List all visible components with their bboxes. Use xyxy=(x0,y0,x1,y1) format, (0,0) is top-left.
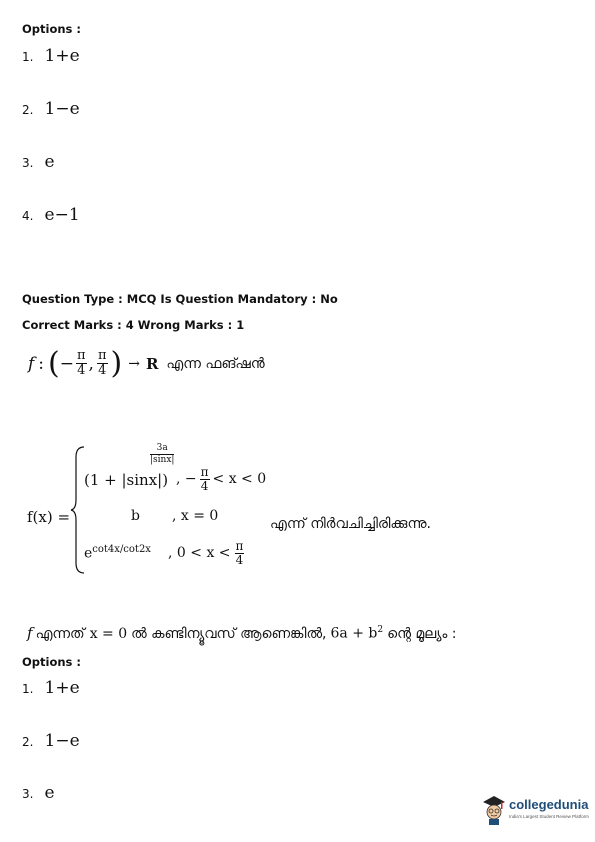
minus-sign: − xyxy=(59,353,74,374)
exponent-numerator: 3a xyxy=(150,444,174,455)
comma: , xyxy=(88,353,94,374)
case1-expression: (1 + |sinx|) xyxy=(84,471,169,489)
fraction-pi-4: $\frac{\pi}{4}$ xyxy=(77,348,86,378)
case3-expression xyxy=(84,544,151,562)
option-4[interactable] xyxy=(22,205,80,225)
question-meta-type: Question Type : MCQ Is Question Mandatory : No xyxy=(22,292,338,306)
option-3[interactable] xyxy=(22,783,55,803)
option-3[interactable] xyxy=(22,152,55,172)
piecewise-lhs: f(x) = xyxy=(27,508,71,526)
malayalam-definition-text: എന്ന് നിർവചിച്ചിരിക്കുന്നു. xyxy=(270,516,431,532)
option-2[interactable] xyxy=(22,731,80,751)
expression-6a-b2: $6a + b^2$ xyxy=(330,625,384,642)
case1-condition: , − $\frac{\pi}{4}$ < x < 0 xyxy=(176,465,267,493)
options-heading: Options : xyxy=(22,22,81,36)
option-number: 2. xyxy=(22,735,34,749)
right-paren: ) xyxy=(110,346,123,381)
colon: : xyxy=(38,353,45,374)
case1-exponent xyxy=(150,444,174,466)
option-number: 4. xyxy=(22,209,34,223)
logo-name: collegedunia xyxy=(509,797,589,812)
case2-expression: b xyxy=(131,508,140,524)
option-text: 1+e xyxy=(44,678,80,698)
left-paren: ( xyxy=(48,346,60,381)
fraction-pi-4: $\frac{\pi}{4}$ xyxy=(97,348,107,378)
option-text: 1−e xyxy=(44,731,80,751)
question-meta-marks: Correct Marks : 4 Wrong Marks : 1 xyxy=(22,318,245,332)
logo-tagline: India's Largest Student Review Platform xyxy=(509,814,589,819)
case2-condition: , x = 0 xyxy=(172,508,219,524)
function-f: f xyxy=(27,624,33,642)
malayalam-text: എന്ന ഫങ്ഷൻ xyxy=(166,355,265,372)
option-1[interactable] xyxy=(22,678,80,698)
option-text: 1−e xyxy=(44,99,80,119)
option-text: 1+e xyxy=(44,46,80,66)
malayalam-text: ന്റെ മൂല്യം : xyxy=(387,626,457,642)
graduate-mascot-icon xyxy=(481,793,507,825)
case3-condition: , 0 < x < $\frac{\pi}{4}$ xyxy=(168,539,244,567)
question-domain-line xyxy=(28,346,265,381)
option-number: 3. xyxy=(22,787,34,801)
arrow: → xyxy=(128,355,140,372)
options-heading-2: Options : xyxy=(22,655,81,669)
option-text: e xyxy=(44,152,55,172)
option-number: 3. xyxy=(22,156,34,170)
question-final-line xyxy=(27,624,457,642)
case3-exponent: cot4x/cot2x xyxy=(92,544,151,555)
exponent-denominator: |sinx| xyxy=(150,455,175,466)
malayalam-text: ൽ കണ്ടിന്യൂവസ് ആണെങ്കിൽ, xyxy=(131,626,327,642)
option-1[interactable] xyxy=(22,46,80,66)
malayalam-text: എന്നത് xyxy=(35,626,85,642)
option-number: 1. xyxy=(22,50,34,64)
option-number: 2. xyxy=(22,103,34,117)
option-number: 1. xyxy=(22,682,34,696)
case3-base: e xyxy=(84,545,93,562)
option-text: e−1 xyxy=(44,205,80,225)
collegedunia-logo[interactable] xyxy=(481,793,589,827)
condition-x-0: x = 0 xyxy=(89,626,128,642)
option-text: e xyxy=(44,783,55,803)
option-2[interactable] xyxy=(22,99,80,119)
function-f: f xyxy=(28,353,35,374)
set-R: R xyxy=(145,354,159,373)
